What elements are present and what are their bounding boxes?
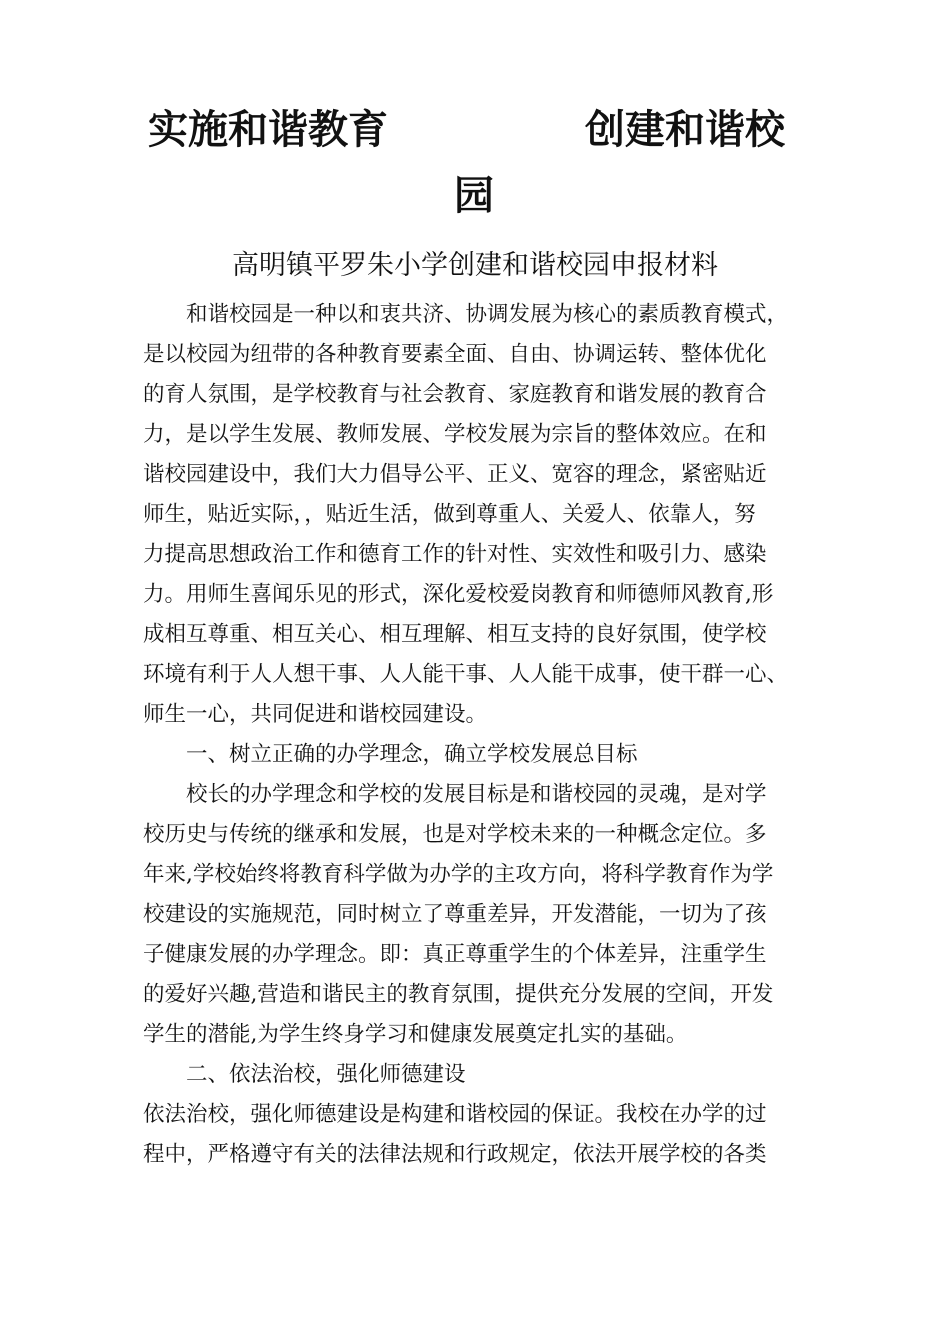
paragraph-1-line: 和谐校园是一种以和衷共济、协调发展为核心的素质教育模式， [186, 302, 789, 327]
paragraph-1-line: 环境有利于人人想干事、人人能干事、人人能干成事，使干群一心、 [143, 662, 789, 687]
paragraph-2-line: 校建设的实施规范，同时树立了尊重差异，开发潜能，一切为了孩 [143, 902, 767, 927]
paragraph-1-line: 力。用师生喜闻乐见的形式，深化爱校爱岗教育和师德师风教育,形 [143, 582, 774, 607]
paragraph-2-line: 校长的办学理念和学校的发展目标是和谐校园的灵魂，是对学 [186, 782, 767, 807]
paragraph-1-line: 力，是以学生发展、教师发展、学校发展为宗旨的整体效应。在和 [143, 422, 767, 447]
paragraph-2-line: 的爱好兴趣,营造和谐民主的教育氛围，提供充分发展的空间，开发 [143, 982, 774, 1007]
paragraph-1-line: 成相互尊重、相互关心、相互理解、相互支持的良好氛围，使学校 [143, 622, 767, 647]
paragraph-2-line: 子健康发展的办学理念。即：真正尊重学生的个体差异，注重学生 [143, 942, 767, 967]
paragraph-1-line: 的育人氛围，是学校教育与社会教育、家庭教育和谐发展的教育合 [143, 382, 767, 407]
paragraph-2-line: 年来,学校始终将教育科学做为办学的主攻方向，将科学教育作为学 [143, 862, 774, 887]
paragraph-3-line: 依法治校，强化师德建设是构建和谐校园的保证。我校在办学的过 [143, 1102, 767, 1127]
subtitle: 高明镇平罗朱小学创建和谐校园申报材料 [232, 250, 718, 281]
paragraph-2-line: 学生的潜能,为学生终身学习和健康发展奠定扎实的基础。 [143, 1022, 688, 1047]
paragraph-1-line: 谐校园建设中，我们大力倡导公平、正义、宽容的理念，紧密贴近 [143, 462, 767, 487]
paragraph-1-line: 是以校园为纽带的各种教育要素全面、自由、协调运转、整体优化 [143, 342, 767, 367]
paragraph-2-line: 校历史与传统的继承和发展，也是对学校未来的一种概念定位。多 [143, 822, 767, 847]
title-part-2: 创建和谐校 [585, 107, 785, 153]
paragraph-1-line: 师生一心，共同促进和谐校园建设。 [143, 702, 488, 727]
paragraph-3-line: 程中，严格遵守有关的法律法规和行政规定，依法开展学校的各类 [143, 1142, 767, 1167]
paragraph-1-line: 力提高思想政治工作和德育工作的针对性、实效性和吸引力、感染 [143, 542, 767, 567]
title-part-3: 园 [454, 173, 494, 219]
section-heading-2: 二、依法治校，强化师德建设 [186, 1062, 466, 1087]
title-part-1: 实施和谐教育 [148, 107, 388, 153]
section-heading-1: 一、树立正确的办学理念，确立学校发展总目标 [186, 742, 638, 767]
paragraph-1-line: 师生，贴近实际，，贴近生活，做到尊重人、关爱人、依靠人，努 [143, 502, 756, 527]
